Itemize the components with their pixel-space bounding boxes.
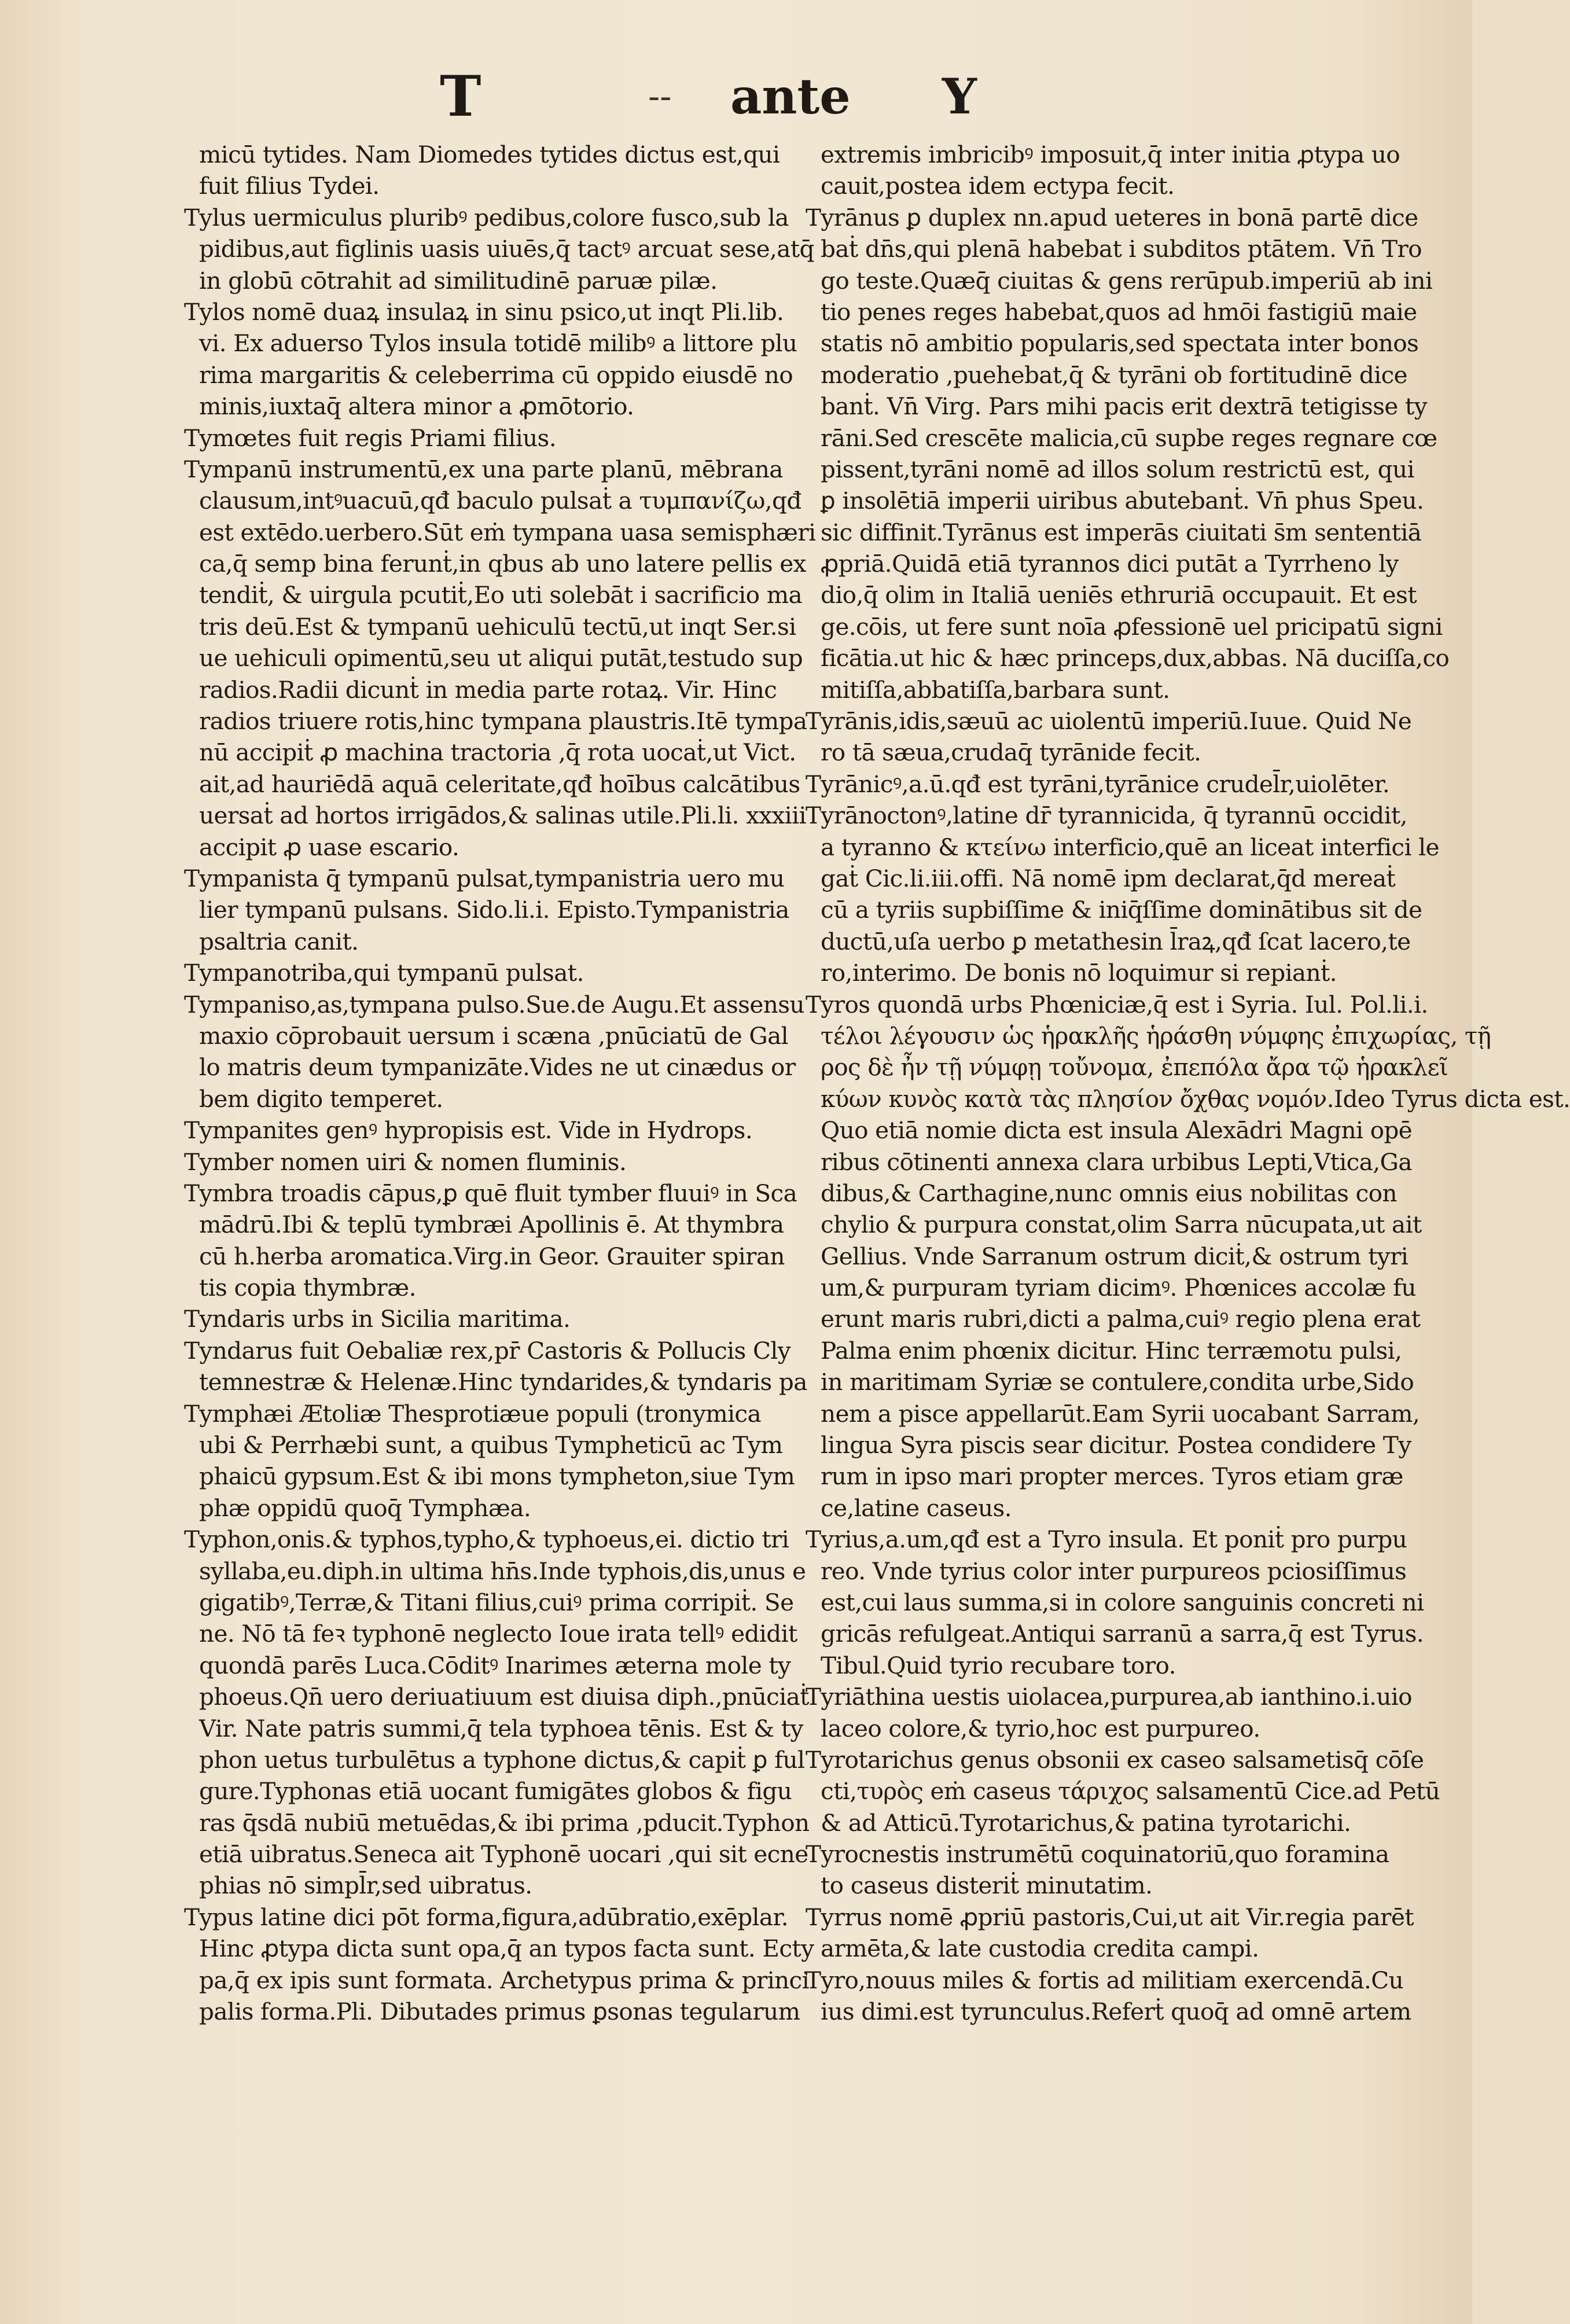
text-line: rāni.Sed crescēte malicia,cū supbe reges regnare cœ bbox=[821, 424, 1437, 452]
text-line: ius dimi.est tyrunculus.Referṫ quoq̄ ad omnē artem bbox=[821, 1998, 1411, 2026]
entry-headword-line: Tyrānicꝰ,a.ū.qđ est tyrāni,tyrānice crudel̄r,uiolēter. bbox=[806, 770, 1390, 798]
text-line: phias nō simpl̄r,sed uibratus. bbox=[199, 1871, 532, 1900]
entry-headword-line: Tympanista q̄ tympanū pulsat,tympanistria uero mu bbox=[184, 864, 785, 892]
text-line: gigatibꝰ,Terræ,& Titani filius,cuiꝰ prima corripiṫ. Se bbox=[199, 1588, 794, 1616]
entry-headword-line: Tyndarus fuit Oebaliæ rex,pr̄ Castoris & Pollucis Cly bbox=[184, 1336, 790, 1365]
text-line: rima margaritis & celeberrima cū oppido eiusdē no bbox=[199, 361, 793, 389]
text-line: armēta,& late custodia credita campi. bbox=[821, 1935, 1259, 1963]
entry-headword-line: Tyrānus ꝑ duplex nn.apud ueteres in bonā partē dice bbox=[806, 203, 1418, 231]
text-line: Tibul.Quid tyrio recubare toro. bbox=[821, 1651, 1176, 1679]
entry-headword-line: Tympanū instrumentū,ex una parte planū, mēbrana bbox=[184, 455, 783, 483]
text-line: bem digito temperet. bbox=[199, 1084, 443, 1113]
entry-headword-line: Tyrius,a.um,qđ est a Tyro insula. Et poniṫ pro purpu bbox=[806, 1525, 1407, 1554]
text-line: phæ oppidū quoq̄ Tymphæa. bbox=[199, 1494, 531, 1522]
text-line: pissent,tyrāni nomē ad illos solum restrictū est, qui bbox=[821, 455, 1414, 483]
entry-headword-line: Typhon,onis.& typhos,typho,& typhoeus,ei. dictio tri bbox=[184, 1525, 789, 1554]
text-line: laceo colore,& tyrio,hoc est purpureo. bbox=[821, 1714, 1260, 1742]
text-line: to caseus disteriṫ minutatim. bbox=[821, 1871, 1153, 1900]
entry-headword-line: Tyro,nouus miles & fortis ad militiam exercendā.Cu bbox=[806, 1966, 1404, 1994]
entry-headword-line: Tyrotarichus genus obsonii ex caseo salsametisq̄ cōſe bbox=[806, 1745, 1424, 1774]
text-line: lingua Syra piscis sear dicitur. Postea condidere Ty bbox=[821, 1431, 1411, 1459]
text-line: ait,ad hauriēdā aquā celeritate,qđ hoībus calcātibus bbox=[199, 770, 800, 798]
text-line: Quo etiā nomie dicta est insula Alexādri Magni opē bbox=[821, 1116, 1413, 1145]
text-line: psaltria canit. bbox=[199, 927, 359, 955]
text-line: uersaṫ ad hortos irrigādos,& salinas utile.Pli.li. xxxiii bbox=[199, 801, 806, 830]
text-line: in maritimam Syriæ se contulere,condita urbe,Sido bbox=[821, 1368, 1414, 1396]
text-line: statis nō ambitio popularis,sed spectata inter bonos bbox=[821, 329, 1419, 358]
entry-headword-line: Tyrrus nomē ꝓpriū pastoris,Cui,ut ait Vir.regia parēt bbox=[806, 1903, 1414, 1931]
text-line: gure.Typhonas etiā uocant fumigātes globos & figu bbox=[199, 1777, 792, 1805]
entry-headword-line: Tympanites genꝰ hypropisis est. Vide in Hydrops. bbox=[184, 1116, 753, 1145]
text-line: ρος δὲ ἦν τῇ νύμφῃ τοὔνομα, ἐπεπόλα ἄρα τῷ ἡρακλεῖ bbox=[821, 1053, 1448, 1082]
header-initial: T bbox=[440, 64, 481, 129]
entry-headword-line: Tymber nomen uiri & nomen fluminis. bbox=[184, 1148, 627, 1176]
text-line: est,cui laus summa,si in colore sanguinis concreti ni bbox=[821, 1588, 1424, 1616]
header-title: ante bbox=[730, 68, 851, 125]
text-line: extremis imbricibꝰ imposuit,q̄ inter initia ꝓtypa uo bbox=[821, 141, 1400, 168]
text-line: palis forma.Pli. Dibutades primus ꝑsonas tegularum bbox=[199, 1998, 800, 2026]
text-line: sic diffinit.Tyrānus est imperās ciuitati s̄m sententiā bbox=[821, 518, 1422, 546]
text-line: phon uetus turbulētus a typhone dictus,& capiṫ ꝑ ful bbox=[199, 1745, 805, 1774]
text-line: radios triuere rotis,hinc tympana plaustris.Itē tympa bbox=[199, 707, 807, 736]
text-line: lier tympanū pulsans. Sido.li.i. Episto.Tympanistria bbox=[199, 896, 789, 924]
text-line: ductū,uſa uerbo ꝑ metathesin l̄raꝝ,qđ ſcat lacero,te bbox=[821, 927, 1411, 955]
entry-headword-line: Tymbra troadis cāpus,ꝑ quē fluit tymber fluuiꝰ in Sca bbox=[184, 1179, 797, 1207]
text-line: maxio cōprobauit uersum i scæna ,pnūciatū de Gal bbox=[199, 1021, 789, 1050]
entry-headword-line: Tyrānoctonꝰ,latine dr̄ tyrannicida, q̄ tyrannū occidit, bbox=[806, 801, 1407, 830]
text-line: rum in ipso mari propter merces. Tyros etiam græ bbox=[821, 1462, 1403, 1491]
text-line: cauit,postea idem ectypa fecit. bbox=[821, 172, 1175, 200]
text-line: micū tytides. Nam Diomedes tytides dictus est,qui bbox=[199, 141, 780, 168]
entry-headword-line: Tymœtes fuit regis Priami filius. bbox=[184, 424, 557, 452]
text-line: phaicū gypsum.Est & ibi mons tympheton,siue Tym bbox=[199, 1462, 795, 1491]
text-line: ꝓpriā.Quidā etiā tyrannos dici putāt a Tyrrheno ly bbox=[821, 550, 1399, 578]
text-line: nū accipiṫ ꝓ machina tractoria ,q̄ rota uocaṫ,ut Vict. bbox=[199, 738, 796, 767]
text-line: dio,q̄ olim in Italiā ueniēs ethruriā occupauit. Et est bbox=[821, 581, 1417, 609]
text-line: baṫ dn̄s,qui plenā habebat i subditos ptātem. Vn̄ Tro bbox=[821, 235, 1422, 263]
header-dash: -- bbox=[648, 76, 672, 117]
text-line: vi. Ex aduerso Tylos insula totidē milibꝰ a littore plu bbox=[199, 329, 797, 358]
text-line: ribus cōtinenti annexa clara urbibus Lepti,Vtica,Ga bbox=[821, 1148, 1412, 1176]
right-column bbox=[806, 139, 1570, 2141]
text-line: ro tā sæua,crudaq̄ tyrānide fecit. bbox=[821, 738, 1201, 767]
text-line: quondā parēs Luca.Cōditꝰ Inarimes æterna mole ty bbox=[199, 1651, 791, 1679]
text-line: Vir. Nate patris summi,q̄ tela typhoea tēnis. Est & ty bbox=[199, 1714, 803, 1742]
text-line: Palma enim phœnix dicitur. Hinc terræmotu pulsi, bbox=[821, 1336, 1402, 1365]
text-line: ue uehiculi opimentū,seu ut aliqui putāt,testudo sup bbox=[199, 644, 803, 672]
text-line: ne. Nō tā feꝛ typhonē neglecto Ioue irata tellꝰ edidit bbox=[199, 1620, 797, 1648]
entry-headword-line: Tyrānis,idis,sæuū ac uiolentū imperiū.Iuue. Quid Ne bbox=[806, 707, 1412, 736]
text-line: Gellius. Vnde Sarranum ostrum diciṫ,& ostrum tyri bbox=[821, 1242, 1409, 1270]
text-line: ce,latine caseus. bbox=[821, 1494, 1012, 1522]
text-line: lo matris deum tympanizāte.Vides ne ut cinædus or bbox=[199, 1053, 796, 1082]
text-line: cū a tyriis supbiſſime & iniq̄ſſime dominātibus sit de bbox=[821, 896, 1422, 924]
text-line: phoeus.Qn̄ uero deriuatiuum est diuisa diph.,pnūciaṫ bbox=[199, 1683, 809, 1711]
text-line: syllaba,eu.diph.in ultima hn̄s.Inde typhois,dis,unus e bbox=[199, 1557, 806, 1585]
text-line: ca,q̄ semp bina ferunṫ,in qbus ab uno latere pellis ex bbox=[199, 550, 806, 578]
entry-headword-line: Tyriāthina uestis uiolacea,purpurea,ab ianthino.i.uio bbox=[806, 1683, 1412, 1711]
text-line: dibus,& Carthagine,nunc omnis eius nobilitas con bbox=[821, 1179, 1397, 1207]
text-line: temnestræ & Helenæ.Hinc tyndarides,& tyndaris pa bbox=[199, 1368, 807, 1396]
text-line: radios.Radii dicunṫ in media parte rotaꝝ. Vir. Hinc bbox=[199, 675, 777, 704]
text-line: pa,q̄ ex ipis sunt formata. Archetypus prima & princi bbox=[199, 1966, 809, 1994]
text-line: banṫ. Vn̄ Virg. Pars mihi pacis erit dextrā tetigisse ty bbox=[821, 392, 1427, 421]
entry-headword-line: Tympanotriba,qui tympanū pulsat. bbox=[184, 959, 584, 987]
text-line: fuit filius Tydei. bbox=[199, 172, 380, 200]
text-line: tris deū.Est & tympanū uehiculū tectū,ut inqt Ser.si bbox=[199, 612, 796, 641]
entry-headword-line: Typus latine dici pōt forma,figura,adūbratio,exēplar. bbox=[184, 1903, 789, 1931]
text-line: ubi & Perrhæbi sunt, a quibus Tympheticū ac Tym bbox=[199, 1431, 783, 1459]
text-line: gaṫ Cic.li.iii.offi. Nā nomē ipm declarat,q̄d mereaṫ bbox=[821, 864, 1396, 892]
text-line: nem a pisce appellarūt.Eam Syrii uocabant Sarram, bbox=[821, 1399, 1420, 1428]
text-line: est extēdo.uerbero.Sūt eṁ tympana uasa semisphæri bbox=[199, 518, 816, 546]
entry-headword-line: Tylus uermiculus pluribꝰ pedibus,colore fusco,sub la bbox=[184, 203, 789, 231]
text-line: ro,interimo. De bonis nō loquimur si repianṫ. bbox=[821, 959, 1337, 987]
text-line: ꝑ insolētiā imperii uiribus abutebanṫ. Vn̄ phus Speu. bbox=[821, 487, 1424, 515]
text-line: um,& purpuram tyriam dicimꝰ. Phœnices accolæ fu bbox=[821, 1274, 1416, 1302]
text-line: clausum,intꝰuacuū,qđ baculo pulsaṫ a τυμπανίζω,qđ bbox=[199, 487, 801, 515]
text-line: cū h.herba aromatica.Virg.in Geor. Grauiter spiran bbox=[199, 1242, 785, 1270]
entry-headword-line: Tylos nomē duaꝝ insulaꝝ in sinu psico,ut inqt Pli.lib. bbox=[184, 297, 784, 326]
text-line: cti,τυρὸς eṁ caseus τάριχος salsamentū Cice.ad Petū bbox=[821, 1777, 1440, 1805]
text-line: chylio & purpura constat,olim Sarra nūcupata,ut ait bbox=[821, 1211, 1422, 1239]
text-line: minis,iuxtaq̄ altera minor a ꝓmōtorio. bbox=[199, 392, 634, 421]
text-line: mādrū.Ibi & teplū tymbræi Apollinis ē. At thymbra bbox=[199, 1211, 784, 1239]
text-line: tendiṫ, & uirgula pcutiṫ,Eo uti solebāt i sacrificio ma bbox=[199, 581, 803, 609]
text-line: moderatio ,puehebat,q̄ & tyrāni ob fortitudinē dice bbox=[821, 361, 1407, 389]
page-header bbox=[0, 65, 1472, 128]
text-line: erunt maris rubri,dicti a palma,cuiꝰ regio plena erat bbox=[821, 1305, 1421, 1333]
entry-headword-line: Tyndaris urbs in Sicilia maritima. bbox=[184, 1305, 571, 1333]
text-line: accipit ꝓ uase escario. bbox=[199, 833, 459, 861]
text-line: reo. Vnde tyrius color inter purpureos pciosiſſimus bbox=[821, 1557, 1407, 1585]
text-line: tis copia thymbræ. bbox=[199, 1274, 416, 1302]
text-line: τέλοι λέγουσιν ὡς ἡρακλῆς ἡράσθη νύμφης ἐπιχωρίας, τῇ bbox=[821, 1021, 1491, 1050]
text-line: ras q̄sdā nubiū metuēdas,& ibi prima ,pducit.Typhon bbox=[199, 1808, 810, 1837]
text-line: tio penes reges habebat,quos ad hmōi fastigiū maie bbox=[821, 297, 1417, 326]
text-line: a tyranno & κτείνω interficio,quē an liceat interfici le bbox=[821, 833, 1439, 861]
header-letter: Y bbox=[942, 68, 977, 125]
text-line: ficātia.ut hic & hæc princeps,dux,abbas. Nā duciſſa,co bbox=[821, 644, 1450, 672]
text-line: gricās refulgeat.Antiqui sarranū a sarra,q̄ est Tyrus. bbox=[821, 1620, 1424, 1648]
text-line: in globū cōtrahit ad similitudinē paruæ pilæ. bbox=[199, 266, 718, 295]
text-line: go teste.Quæq̄ ciuitas & gens rerūpub.imperiū ab ini bbox=[821, 266, 1433, 295]
entry-headword-line: Tympaniso,as,tympana pulso.Sue.de Augu.Et assensu bbox=[184, 990, 804, 1018]
text-line: pidibus,aut figlinis uasis uiuēs,q̄ tactꝰ arcuat sese,atq̄ bbox=[199, 235, 814, 263]
entry-headword-line: Tymphæi Ætoliæ Thesprotiæue populi (tronymica bbox=[184, 1399, 762, 1428]
entry-headword-line: Tyros quondā urbs Phœniciæ,q̄ est i Syria. Iul. Pol.li.i. bbox=[806, 990, 1428, 1018]
text-line: ge.cōis, ut fere sunt noīa ꝓfessionē uel pricipatū signi bbox=[821, 612, 1443, 641]
text-line: κύων κυνὸς κατὰ τὰς πλησίον ὄχθας νομόν.Ideo Tyrus dicta est. bbox=[821, 1084, 1570, 1113]
left-column bbox=[184, 139, 816, 2141]
entry-headword-line: Tyrocnestis instrumētū coquinatoriū,quo foramina bbox=[806, 1840, 1389, 1869]
text-line: & ad Atticū.Tyrotarichus,& patina tyrotarichi. bbox=[821, 1808, 1351, 1837]
text-line: etiā uibratus.Seneca ait Typhonē uocari ,qui sit ecne bbox=[199, 1840, 808, 1869]
text-line: Hinc ꝓtypa dicta sunt opa,q̄ an typos facta sunt. Ecty bbox=[199, 1935, 814, 1963]
text-line: mitiſſa,abbatiſſa,barbara sunt. bbox=[821, 675, 1170, 704]
